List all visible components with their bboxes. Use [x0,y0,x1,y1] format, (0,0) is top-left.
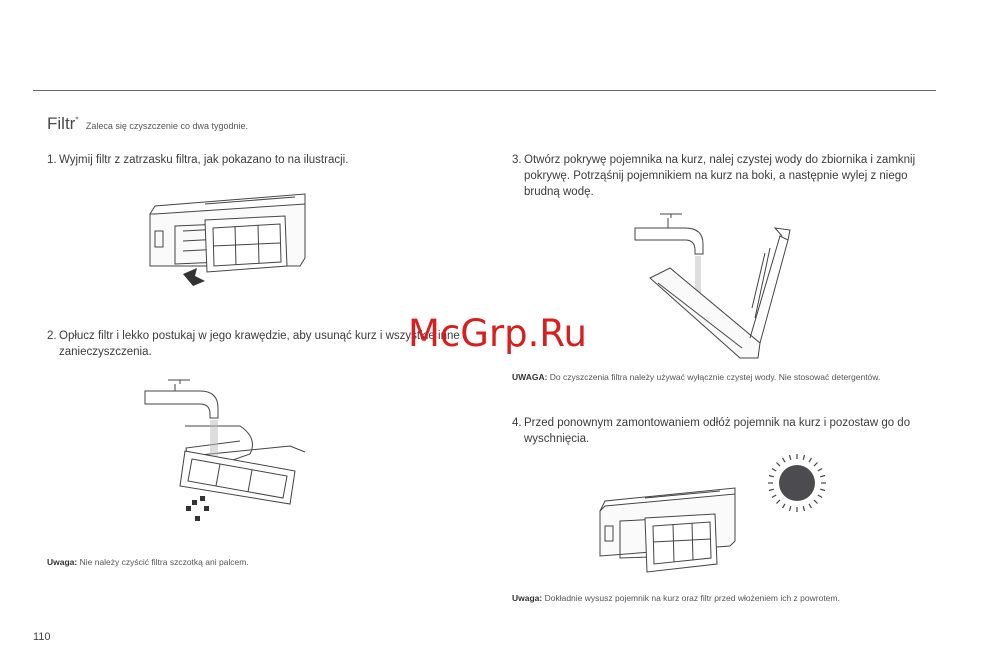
step-text-continued: brudną wodę. [524,186,594,198]
header-rule [33,90,936,91]
sun-ray [769,489,774,490]
sun-ray [814,462,818,466]
sun-ray [789,506,790,511]
sun-ray [803,506,804,511]
step-text: Przed ponownym zamontowaniem odłóż pojemnik na kurz i pozostaw go do [524,417,911,429]
dust-bin-drying-illustration [595,486,740,576]
section-subtitle: Zaleca się czyszczenie co dwa tygodnie. [85,121,248,131]
step-number: 4. [512,417,522,429]
sun-drying-illustration [765,451,829,515]
sun-ray [772,495,776,498]
step-4 [512,415,942,447]
step-2 [47,328,460,360]
sun-ray [783,458,786,462]
note-label: Uwaga: [47,557,78,567]
sun-ray [809,458,812,462]
step-text: Otwórz pokrywę pojemnika na kurz, nalej czystej wody do zbiornika i zamknij [524,154,916,166]
sun-ray [789,455,790,460]
section-title: Filtr [47,114,76,133]
sun-ray [820,475,825,476]
sun-ray [776,500,780,504]
step-1 [47,152,348,168]
sun-ray [772,469,776,472]
note-right [512,593,840,603]
step-3 [512,152,942,200]
sun-ray [820,489,825,490]
step-text-continued: pokrywę. Potrząśnij pojemnikiem na kurz na boki, a następnie wylej z niego [524,170,908,182]
step-number: 1. [47,154,57,166]
step-text: Opłucz filtr i lekko postukaj w jego krawędzie, aby usunąć kurz i wszystkie inne [59,330,460,342]
note-text: Nie należy czyścić filtra szczotką ani palcem. [77,557,249,567]
note-text: Do czyszczenia filtra należy używać wyłącznie czystej wody. Nie stosować detergentów. [547,372,881,382]
note-middle [512,372,880,382]
open-lid-bin-illustration [630,208,800,368]
note-text: Dokładnie wysusz pojemnik na kurz oraz filtr przed włożeniem ich z powrotem. [542,593,840,603]
note-left [47,557,249,567]
sun-ray [776,462,780,466]
sun-ray [818,495,822,498]
step-number: 3. [512,154,522,166]
watermark: McGrp.Ru [408,312,587,355]
step-number: 2. [47,330,57,342]
faucet-rinse-illustration [140,376,310,526]
sun-ray [769,475,774,476]
sun-ray [809,504,812,508]
dust-bin-filter-illustration [145,186,315,291]
step-text-continued: wyschnięcia. [524,433,590,445]
note-label: Uwaga: [512,593,543,603]
sun-ray [818,469,822,472]
page-number: 110 [33,631,51,643]
step-text: Wyjmij filtr z zatrzasku filtra, jak pokazano to na ilustracji. [59,154,349,166]
step-text-continued: zanieczyszczenia. [59,346,152,358]
note-label: UWAGA: [512,372,548,382]
sun-ray [814,500,818,504]
sun-ray [783,504,786,508]
title-mark: * [75,115,79,125]
sun-ray [803,455,804,460]
section-heading [47,114,248,134]
